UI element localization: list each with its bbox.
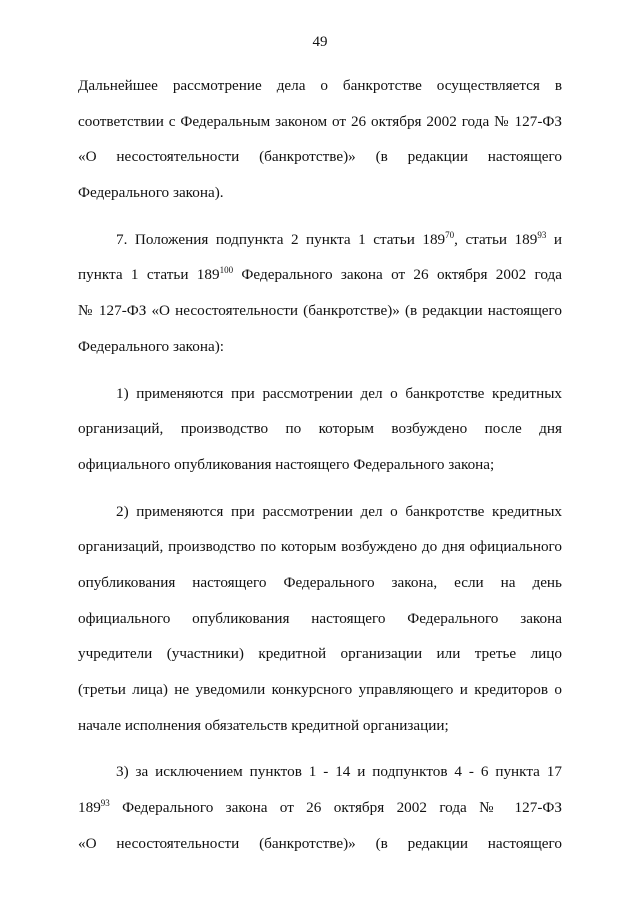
text-line: опубликования настоящего Федерального закона, если на день — [78, 573, 562, 591]
text-line: организаций, производство по которым возбуждено после дня — [78, 420, 562, 438]
text-line: Федерального закона). — [78, 184, 224, 202]
text-line: 7. Положения подпункта 2 пункта 1 статьи $189^{70}$, статьи $189^{93}$ и — [116, 229, 562, 248]
text-line: 3) за исключением пунктов 1 - 14 и подпунктов 4 - 6 пункта 17 — [116, 763, 562, 781]
paragraph-subitem-2 — [78, 494, 562, 744]
text-line: № 127-ФЗ «О несостоятельности (банкротстве)» (в редакции настоящего — [78, 302, 562, 320]
text-line: 1) применяются при рассмотрении дел о банкротстве кредитных — [116, 384, 562, 402]
paragraph-subitem-3 — [78, 754, 562, 861]
superscript: 70 — [445, 229, 455, 240]
text-line: официального опубликования настоящего Федерального закона — [78, 609, 562, 627]
text-line: официального опубликования настоящего Федерального закона; — [78, 455, 495, 473]
superscript: 93 — [537, 229, 547, 240]
paragraph-continuation — [78, 68, 562, 211]
text-line: «О несостоятельности (банкротстве)» (в редакции настоящего — [78, 148, 562, 166]
text-line: учредители (участники) кредитной организации или третье лицо — [78, 645, 562, 663]
page-number: 49 — [312, 34, 328, 50]
text-line: пункта 1 статьи $189^{100}$ Федерального закона от 26 октября 2002 года — [78, 265, 562, 284]
paragraph-subitem-1 — [78, 376, 562, 483]
document-body — [78, 68, 562, 861]
text-line: организаций, производство по которым возбуждено до дня официального — [78, 538, 562, 556]
text-line: 2) применяются при рассмотрении дел о банкротстве кредитных — [116, 502, 562, 520]
text-line: Дальнейшее рассмотрение дела о банкротстве осуществляется в — [78, 77, 562, 94]
text-line: «О несостоятельности (банкротстве)» (в редакции настоящего — [78, 834, 562, 852]
text-line: соответствии с Федеральным законом от 26 октября 2002 года № 127-ФЗ — [78, 112, 562, 130]
paragraph-item-7 — [78, 222, 562, 365]
text-line: (третьи лица) не уведомили конкурсного управляющего и кредиторов о — [78, 681, 562, 698]
text-line: начале исполнения обязательств кредитной организации; — [78, 716, 449, 734]
superscript: 100 — [219, 265, 234, 276]
superscript: 93 — [100, 798, 110, 809]
text-line: Федерального закона): — [78, 337, 225, 355]
text-line: $189^{93}$ Федерального закона от 26 октября 2002 года № 127-ФЗ — [78, 798, 562, 817]
